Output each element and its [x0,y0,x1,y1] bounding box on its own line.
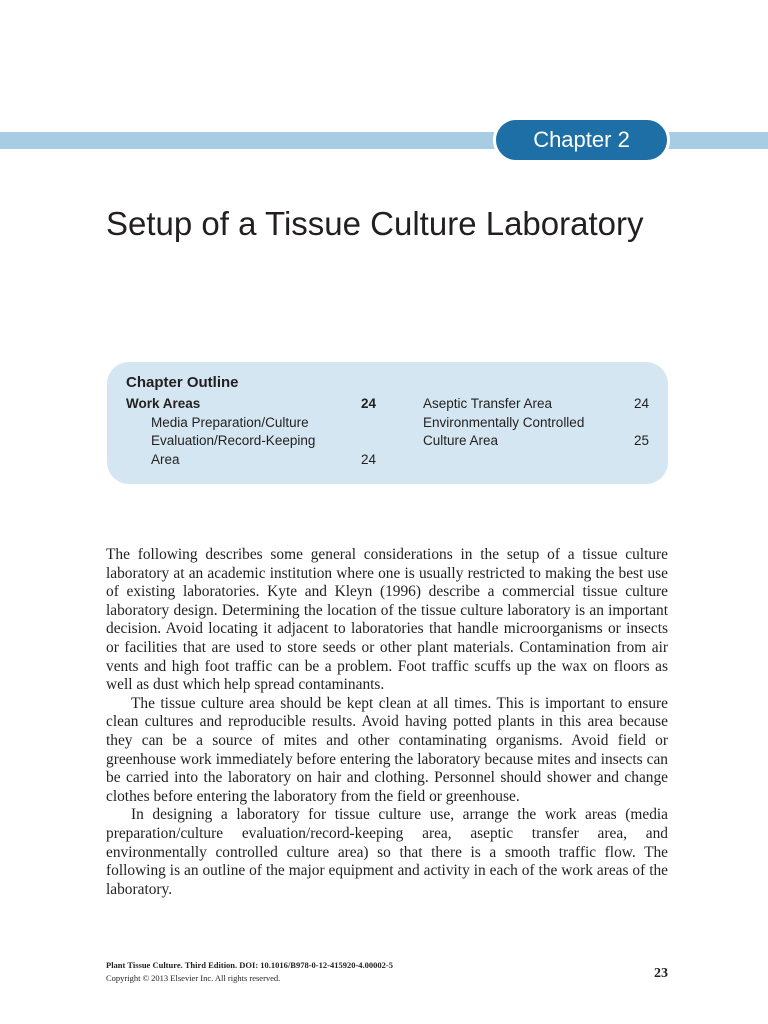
footer-copyright: Copyright © 2013 Elsevier Inc. All rights reserved. [106,973,281,983]
body-paragraph: In designing a laboratory for tissue culture use, arrange the work areas (media preparation/culture evaluation/record-keeping area, aseptic transfer area, and environmentally controlled culture area) so that there is a smooth traffic flow. The following is an outline of the major equipment and activity in each of the work areas of the laboratory. [106,806,668,898]
chapter-outline-heading: Chapter Outline [126,374,239,391]
chapter-outline-box [107,362,668,484]
footer-reference: Plant Tissue Culture. Third Edition. DOI: 10.1016/B978-0-12-415920-4.00002-5 [106,960,393,970]
outline-entry-media-prep-2[interactable]: Evaluation/Record-Keeping [151,433,316,448]
body-paragraph: The tissue culture area should be kept clean at all times. This is important to ensure clean cultures and reproducible results. Avoid having potted plants in this area because they can be a source of mites and other contaminating organisms. Avoid field or greenhouse work immediately before entering the laboratory because mites and insects can be carried into the laboratory on hair and clothing. Personnel should shower and change clothes before entering the laboratory from the field or greenhouse. [106,694,668,805]
outline-entry-work-areas[interactable]: Work Areas [126,396,201,411]
outline-page-aseptic-transfer: 24 [633,396,649,411]
outline-entry-media-prep-3[interactable]: Area [151,452,180,467]
page-number: 23 [654,966,668,981]
chapter-label: Chapter 2 [493,117,670,163]
chapter-title: Setup of a Tissue Culture Laboratory [106,205,644,242]
outline-page-work-areas: 24 [360,396,376,411]
outline-entry-culture-area-2[interactable]: Culture Area [423,433,499,448]
body-paragraph: The following describes some general considerations in the setup of a tissue culture laboratory at an academic institution where one is usually restricted to making the best use of existing laboratories. Kyte and Kleyn (1996) describe a commercial tissue culture laboratory design. Determining the location of the tissue culture laboratory is an important decision. Avoid locating it adjacent to laboratories that handle microorganisms or insects or facilities that are used to store seeds or other plant materials. Contamination from air vents and high foot traffic can be a problem. Foot traffic scuffs up the wax on floors as well as dust which help spread contaminants. [106,546,668,694]
outline-page-culture-area: 25 [633,433,649,448]
outline-entry-media-prep-1[interactable]: Media Preparation/Culture [151,415,309,430]
outline-entry-culture-area-1[interactable]: Environmentally Controlled [423,415,585,430]
outline-page-media-prep: 24 [360,452,376,467]
outline-entry-aseptic-transfer[interactable]: Aseptic Transfer Area [423,396,553,411]
body-text [106,546,668,899]
